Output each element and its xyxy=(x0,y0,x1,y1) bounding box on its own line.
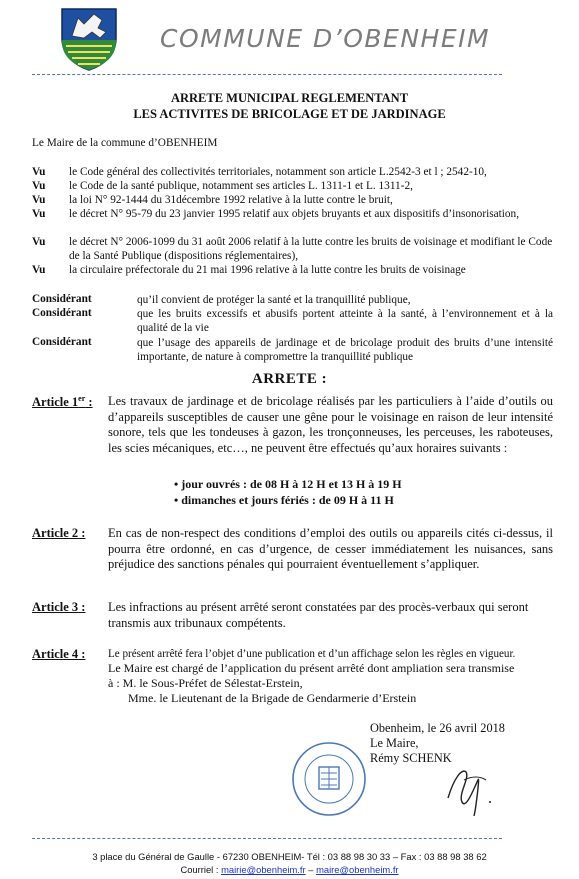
footer-contact: Courriel : mairie@obenheim.fr – maire@obenheim.fr xyxy=(180,864,399,875)
vu-label: Vu xyxy=(32,264,46,276)
considerant-label: Considérant xyxy=(32,336,92,348)
article-4-label: Article 4 : xyxy=(32,647,86,661)
considerant-item: que l’usage des appareils de jardinage et de bricolage produit des bruits d’une intensité importante, de nature à compromettre la tranquillité publique xyxy=(137,337,553,363)
email-link-maire[interactable]: maire@obenheim.fr xyxy=(316,864,399,875)
article-3-label: Article 3 : xyxy=(32,600,86,614)
document-title-line-2: LES ACTIVITES DE BRICOLAGE ET DE JARDINAGE xyxy=(133,107,446,121)
vu-item: le Code général des collectivités territoriales, notamment son article L.2542-3 et l ; 2542-10, xyxy=(69,166,487,178)
hours-sunday: • dimanches et jours fériés : de 09 H à 11 H xyxy=(174,493,394,507)
intro-text: Le Maire de la commune d’OBENHEIM xyxy=(32,137,218,149)
article-4-line-4: Mme. le Lieutenant de la Brigade de Gendarmerie d’Erstein xyxy=(128,691,417,705)
place-date: Obenheim, le 26 avril 2018 xyxy=(370,721,505,735)
article-3-text: Les infractions au présent arrêté seront constatées par des procès-verbaux qui seront transmis aux tribunaux compétents. xyxy=(108,600,529,630)
vu-item: la circulaire préfectorale du 21 mai 1996 relative à la lutte contre les bruits de voisinage xyxy=(69,264,466,276)
article-2-label: Article 2 : xyxy=(32,526,86,540)
considerant-label: Considérant xyxy=(32,293,92,305)
article-1-text: Les travaux de jardinage et de bricolage réalisés par les particuliers à l’aide d’outils ou d’appareils susceptibles de causer une gêne pour le voisinage en raison de leur intensité sonore, tels que les tondeuses à gazon, les tronçonneuses, les perceuses, les raboteuses, les scies mécaniques, etc…, ne peuvent être effectués qu’aux horaires suivants : xyxy=(108,394,553,455)
vu-label: Vu xyxy=(32,166,46,178)
considerant-item: qu’il convient de protéger la santé et la tranquillité publique, xyxy=(137,294,411,306)
commune-title: COMMUNE D’OBENHEIM xyxy=(160,24,491,53)
vu-label: Vu xyxy=(32,180,46,192)
signatory-name: Rémy SCHENK xyxy=(370,751,452,765)
considerant-label: Considérant xyxy=(32,307,92,319)
handwritten-signature xyxy=(440,758,500,820)
article-4-line-3: à : M. le Sous-Préfet de Sélestat-Erstein, xyxy=(108,676,303,690)
email-link-mairie[interactable]: mairie@obenheim.fr xyxy=(221,864,306,875)
article-2-text: En cas de non-respect des conditions d’emploi des outils ou appareils cités ci-dessus, il pourra être ordonné, en cas d’urgence, de cesser immédiatement les nuisances, sans préjudice des sanctions pénales qui pourraient éventuellement s’appliquer. xyxy=(108,526,553,572)
article-1-label: Article 1er : xyxy=(32,394,93,410)
vu-item: la loi N° 92-1444 du 31décembre 1992 relative à la lutte contre le bruit, xyxy=(69,194,393,206)
arrete-heading: ARRETE : xyxy=(251,371,328,387)
header-rule xyxy=(32,74,502,75)
vu-label: Vu xyxy=(32,194,46,206)
vu-label: Vu xyxy=(32,208,46,220)
vu-label: Vu xyxy=(32,236,46,248)
vu-item: le décret N° 95-79 du 23 janvier 1995 relatif aux objets bruyants et aux dispositifs d’insonorisation, xyxy=(69,208,520,220)
article-4-line-2: Le Maire est chargé de l’application du présent arrêté dont ampliation sera transmise xyxy=(108,661,515,675)
considerant-item: que les bruits excessifs et abusifs portent atteinte à la santé, à l’environnement et à la qualité de la vie xyxy=(137,308,553,334)
article-4-line-1: Le présent arrêté fera l’objet d’une publication et d’un affichage selon les règles en vigueur. xyxy=(108,648,516,660)
hours-weekday: • jour ouvrés : de 08 H à 12 H et 13 H à 19 H xyxy=(174,477,402,491)
coat-of-arms-logo xyxy=(58,6,120,72)
vu-item: le Code de la santé publique, notamment ses articles L. 1311-1 et L. 1311-2, xyxy=(69,180,413,192)
mairie-stamp xyxy=(290,740,368,818)
document-title-line-1: ARRETE MUNICIPAL REGLEMENTANT xyxy=(170,91,409,105)
signatory-role: Le Maire, xyxy=(370,736,419,750)
vu-item: le décret N° 2006-1099 du 31 août 2006 relatif à la lutte contre les bruits de voisinage et modifiant le Code de la Santé Publique (dispositions réglementaires), xyxy=(69,236,553,262)
footer-address: 3 place du Général de Gaulle - 67230 OBENHEIM- Tél : 03 88 98 30 33 – Fax : 03 88 98 38 62 xyxy=(92,851,487,862)
footer-rule xyxy=(32,838,502,839)
